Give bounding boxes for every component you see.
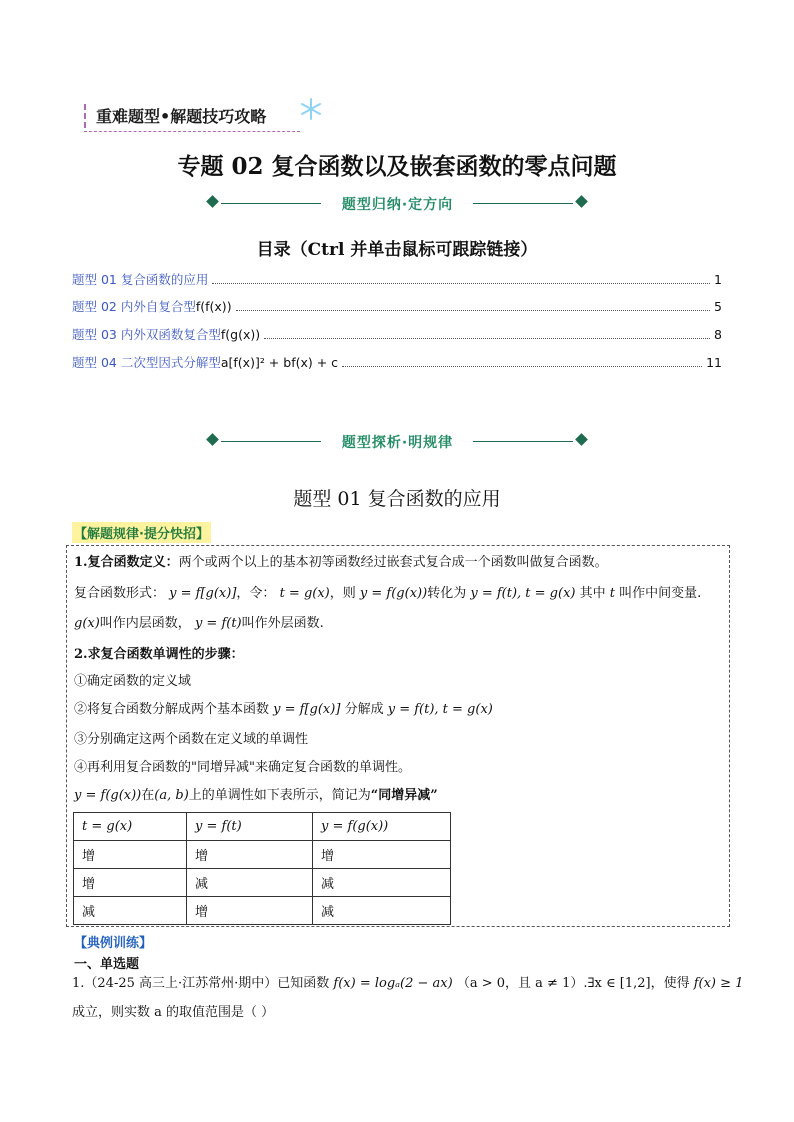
- toc-item[interactable]: [72, 270, 722, 290]
- table-header-cell: t = g(x): [74, 813, 187, 841]
- table-cell: 减: [313, 869, 451, 897]
- tips-label: 【解题规律·提分快招】: [72, 522, 211, 543]
- monotonicity-table: [73, 812, 451, 925]
- toc-item[interactable]: [72, 325, 722, 345]
- rule-definition: 1.复合函数定义：两个或两个以上的基本初等函数经过嵌套式复合成一个函数叫做复合函数。: [74, 555, 608, 570]
- table-cell: 减: [74, 897, 187, 925]
- toc-item-formula: f(f(x)): [195, 299, 232, 314]
- toc-item-page: 8: [714, 327, 722, 342]
- rule-step-1: ①确定函数的定义域: [74, 674, 192, 689]
- subsection-title: 一、单选题: [74, 957, 140, 972]
- toc-item-label[interactable]: 题型 01 复合函数的应用: [72, 272, 209, 287]
- document-title: 专题 02 复合函数以及嵌套函数的零点问题: [177, 153, 617, 180]
- toc-item[interactable]: [72, 353, 722, 373]
- section-title: 题型 01 复合函数的应用: [293, 488, 501, 510]
- toc-title: 目录（Ctrl 并单击鼠标可跟踪链接）: [256, 240, 538, 260]
- rule-monotonicity: y = f(g(x))在(a, b)上的单调性如下表所示，简记为“同增异减”: [74, 788, 438, 803]
- table-header-cell: y = f(g(x)): [313, 813, 451, 841]
- table-cell: 减: [313, 897, 451, 925]
- toc-item-formula: a[f(x)]² + bf(x) + c: [220, 355, 339, 370]
- table-cell: 增: [74, 869, 187, 897]
- rule-step-3: ③分别确定这两个函数在定义域的单调性: [74, 732, 309, 747]
- rule-form: 复合函数形式： y = f[g(x)]，令： t = g(x)，则 y = f(g(x))转化为 y = f(t), t = g(x) 其中 t 叫作中间变量.: [74, 586, 702, 601]
- table-cell: 增: [74, 841, 187, 869]
- header-tag: 重难题型•解题技巧攻略: [96, 107, 267, 126]
- table-row: [74, 841, 451, 869]
- table-cell: 增: [187, 841, 313, 869]
- rule-step-4: ④再利用复合函数的"同增异减"来确定复合函数的单调性。: [74, 760, 411, 775]
- toc-item-page: 1: [714, 272, 722, 287]
- rule-step-2: ②将复合函数分解成两个基本函数 y = f[g(x)] 分解成 y = f(t), t = g(x): [74, 702, 493, 717]
- header-underline: [84, 131, 300, 132]
- table-row: [74, 897, 451, 925]
- toc-item-label[interactable]: 题型 02 内外自复合型: [72, 299, 196, 314]
- rule-inner-outer: g(x)叫作内层函数， y = f(t)叫作外层函数.: [74, 616, 324, 631]
- table-header-cell: y = f(t): [187, 813, 313, 841]
- question-line-2: 成立，则实数 a 的取值范围是（ ）: [72, 1005, 275, 1020]
- question-line-1: 1.（24-25 高三上·江苏常州·期中）已知函数 f(x) = logₐ(2 − ax) （a > 0，且 a ≠ 1）.∃x ∈ [1,2]，使得 f(x) ≥ 1: [72, 976, 744, 991]
- toc-item-formula: f(g(x)): [220, 327, 261, 342]
- banner-analysis: [205, 432, 590, 452]
- table-header-row: [74, 813, 451, 841]
- toc-item-page: 5: [714, 299, 722, 314]
- snowflake-icon: [300, 98, 322, 120]
- rule-steps-head: 2.求复合函数单调性的步骤：: [74, 647, 244, 662]
- banner-text: 题型归纳·定方向: [341, 197, 454, 213]
- banner-inductive: [205, 194, 590, 214]
- table-cell: 增: [187, 897, 313, 925]
- table-cell: 减: [187, 869, 313, 897]
- toc-item-page: 11: [706, 355, 722, 370]
- toc-item-label[interactable]: 题型 03 内外双函数复合型: [72, 327, 221, 342]
- banner-text: 题型探析·明规律: [341, 435, 454, 451]
- toc-item-label[interactable]: 题型 04 二次型因式分解型: [72, 355, 221, 370]
- toc-item[interactable]: [72, 297, 722, 317]
- table-cell: 增: [313, 841, 451, 869]
- header-accent-bar: [84, 104, 90, 128]
- example-label: 【典例训练】: [74, 936, 153, 951]
- table-row: [74, 869, 451, 897]
